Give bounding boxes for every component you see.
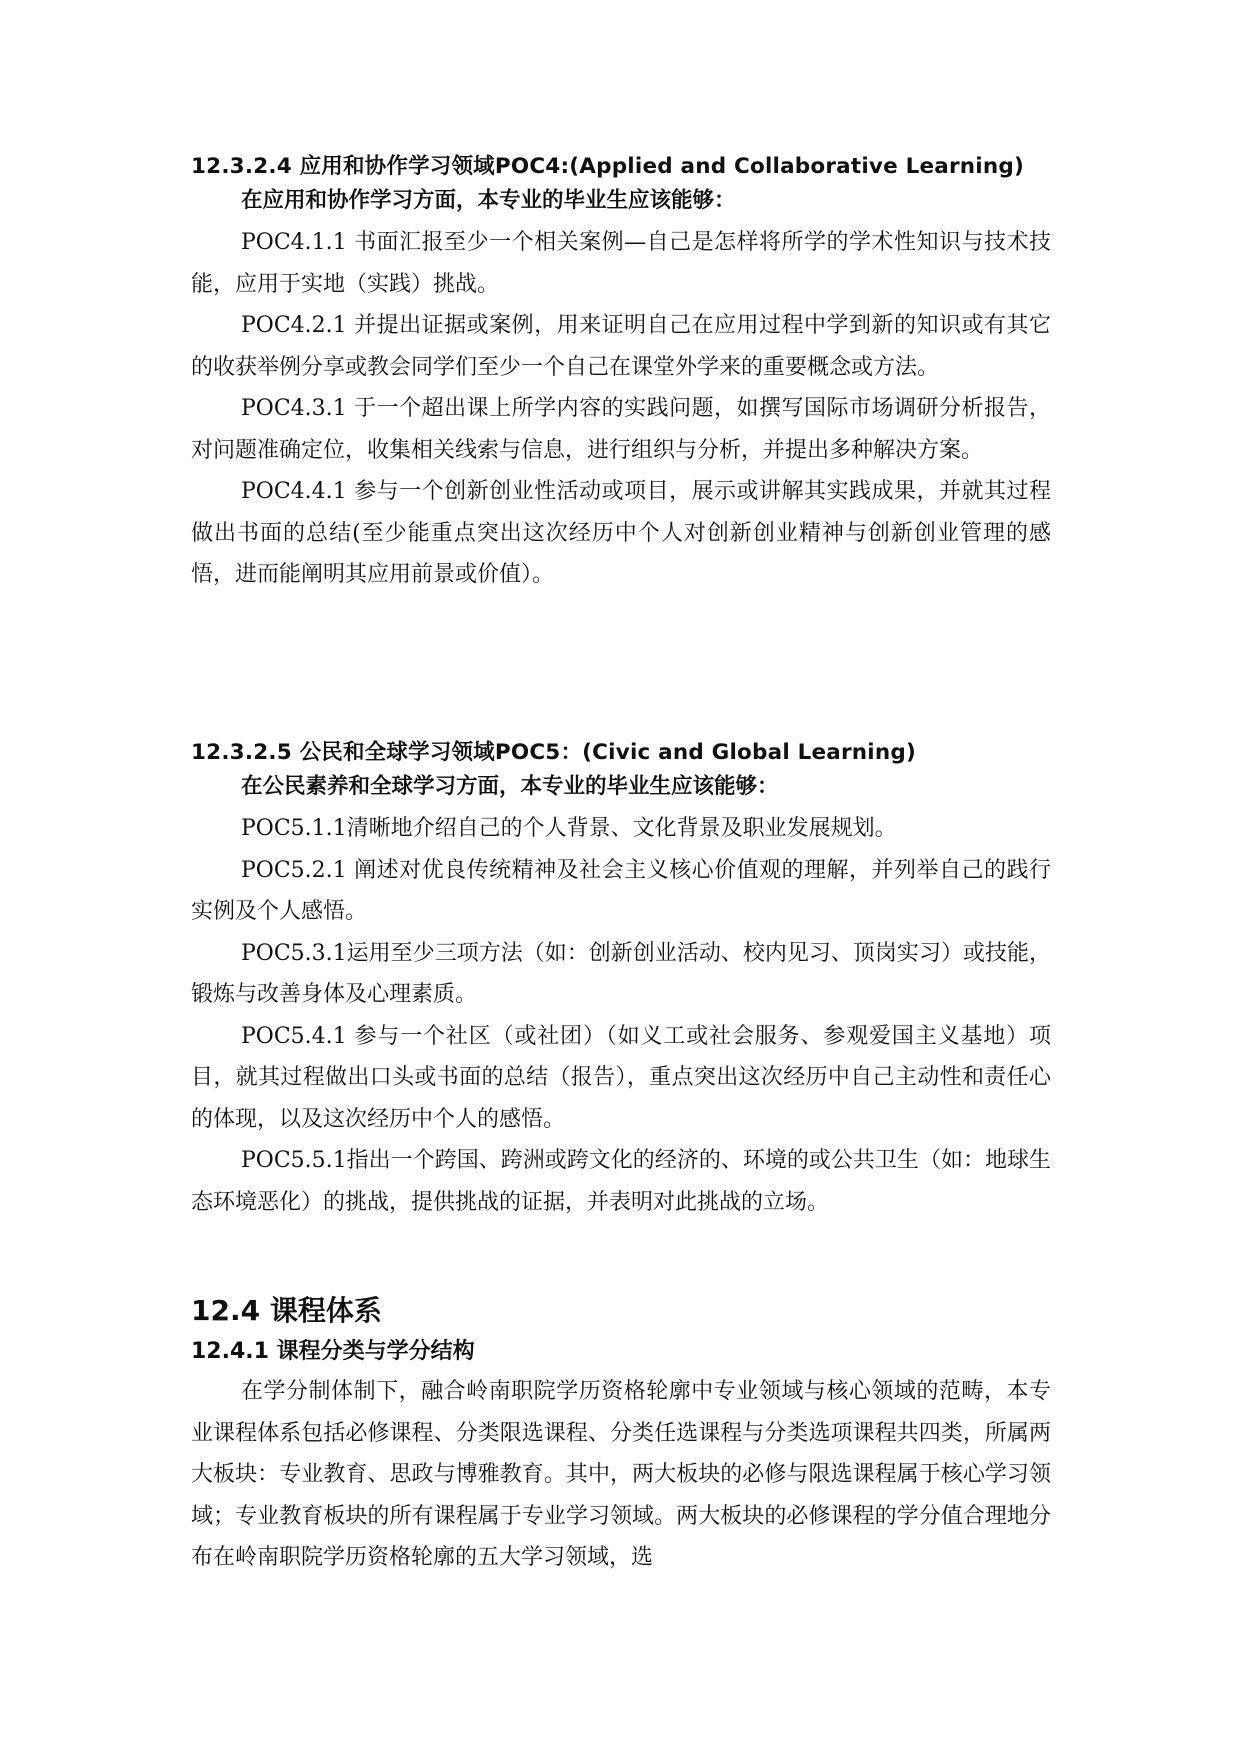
section-4-intro: 在应用和协作学习方面，本专业的毕业生应该能够： [241, 188, 736, 213]
paragraph-poc4-1: POC4.1.1 书面汇报至少一个相关案例—自己是怎样将所学的学术性知识与技术技能，应用于实地（实践）挑战。 [191, 230, 1051, 297]
paragraph-poc4-4: POC4.4.1 参与一个创新创业性活动或项目，展示或讲解其实践成果，并就其过程做出书面的总结(至少能重点突出这次经历中个人对创新创业精神与创新创业管理的感悟，进而能阐明其应用前景或价值）。 [191, 479, 1051, 587]
section-5 [191, 738, 1051, 1223]
section-12-4 [191, 1293, 1051, 1579]
paragraph-poc5-4: POC5.4.1 参与一个社区（或社团）（如义工或社会服务、参观爱国主义基地）项目，就其过程做出口头或书面的总结（报告），重点突出这次经历中自己主动性和责任心的体现，以及这次经历中个人的感悟。 [191, 1023, 1051, 1132]
paragraph-poc4-3: POC4.3.1 于一个超出课上所学内容的实践问题，如撰写国际市场调研分析报告，对问题准确定位，收集相关线索与信息，进行组织与分析，并提出多种解决方案。 [191, 396, 1051, 463]
paragraph-poc5-1: POC5.1.1清晰地介绍自己的个人背景、文化背景及职业发展规划。 [241, 816, 897, 841]
section-4 [191, 152, 1051, 596]
section-12-4-title: 12.4 课程体系 [191, 1294, 382, 1327]
paragraph-poc5-5: POC5.5.1指出一个跨国、跨洲或跨文化的经济的、环境的或公共卫生（如：地球生态环境恶化）的挑战，提供挑战的证据，并表明对此挑战的立场。 [191, 1148, 1051, 1215]
paragraph-course-structure: 在学分制体制下，融合岭南职院学历资格轮廓中专业领域与核心领域的范畴，本专业课程体系包括必修课程、分类限选课程、分类任选课程与分类选项课程共四类，所属两大板块：专业教育、思政与博雅教育。其中，两大板块的必修与限选课程属于核心学习领域；专业教育板块的所有课程属于专业学习领域。两大板块的必修课程的学分值合理地分布在岭南职院学历资格轮廓的五大学习领域，选 [191, 1379, 1051, 1570]
section-4-heading: 12.3.2.4 应用和协作学习领域POC4:(Applied and Collaborative Learning) [191, 154, 1024, 179]
section-12-4-1-title: 12.4.1 课程分类与学分结构 [191, 1339, 475, 1364]
paragraph-poc5-2: POC5.2.1 阐述对优良传统精神及社会主义核心价值观的理解，并列举自己的践行实例及个人感悟。 [191, 857, 1051, 924]
section-5-heading: 12.3.2.5 公民和全球学习领域POC5：(Civic and Global Learning) [191, 740, 916, 765]
paragraph-poc4-2: POC4.2.1 并提出证据或案例，用来证明自己在应用过程中学到新的知识或有其它的收获举例分享或教会同学们至少一个自己在课堂外学来的重要概念或方法。 [191, 313, 1051, 380]
section-5-intro: 在公民素养和全球学习方面，本专业的毕业生应该能够： [241, 774, 779, 799]
paragraph-poc5-3: POC5.3.1运用至少三项方法（如：创新创业活动、校内见习、顶岗实习）或技能，锻炼与改善身体及心理素质。 [191, 940, 1051, 1007]
